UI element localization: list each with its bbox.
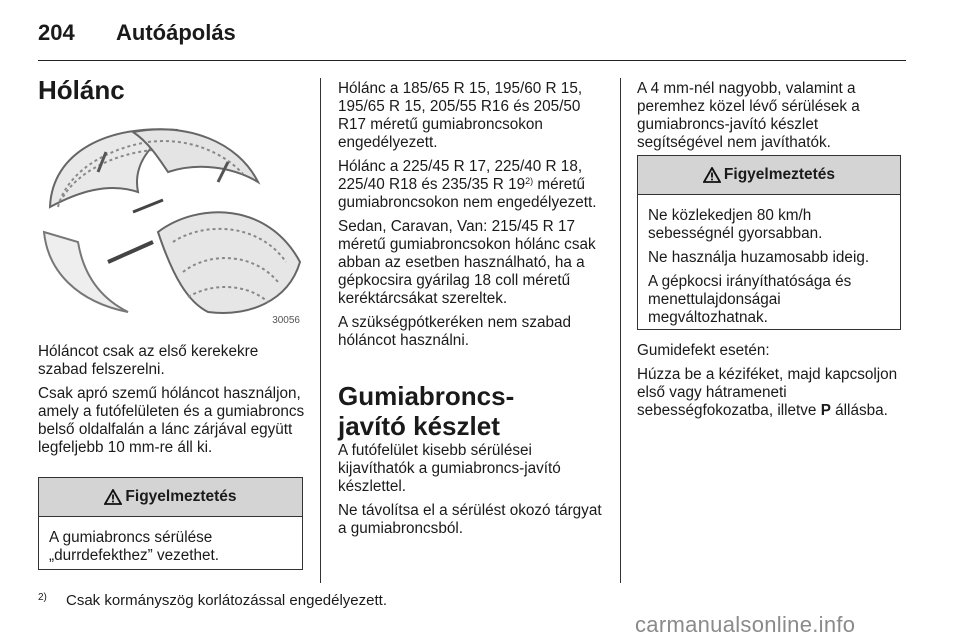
warning-triangle-icon bbox=[703, 167, 721, 183]
handling-warning: A gépkocsi irányíthatósága és menettulajdonságai megváltozhatnak. bbox=[648, 273, 852, 326]
repair-kit-paragraph-2: Ne távolítsa el a sérülést okozó tárgyat a gumiabroncsból. bbox=[338, 502, 602, 537]
snow-chain-paragraph-2: Csak apró szemű hóláncot használjon, amely a futófelületen és a gumiabroncs belső oldalfalán a lánc zárjával együtt legfeljebb 10 mm-re áll ki. bbox=[38, 385, 305, 456]
warning-box-1-text: A gumiabroncs sérülése „durrdefekthez” vezethet. bbox=[49, 529, 220, 564]
column-divider-2 bbox=[620, 78, 621, 583]
snow-chain-heading: Hólánc bbox=[38, 75, 125, 105]
warning-box-2-title: Figyelmeztetés bbox=[723, 166, 836, 183]
snow-chain-paragraph-1: Hóláncot csak az első kerekekre szabad felszerelni. bbox=[38, 343, 259, 378]
damage-limit-paragraph: A 4 mm-nél nagyobb, valamint a peremhez közel lévő sérülések a gumiabroncs-javító készlet segítségével nem javíthatók. bbox=[637, 80, 860, 151]
duration-warning: Ne használja huzamosabb ideig. bbox=[648, 249, 870, 266]
snow-chain-illustration bbox=[38, 112, 304, 328]
snow-chain-figure bbox=[38, 112, 304, 328]
handbrake-paragraph bbox=[637, 366, 907, 420]
footnote-reference: 2) bbox=[525, 176, 534, 186]
page-number: 204 bbox=[38, 20, 75, 45]
park-position-label: P bbox=[820, 402, 831, 419]
not-allowed-text-end: méretű gumiabroncsokon nem engedélyezett. bbox=[338, 176, 597, 211]
handbrake-text-end: állásba. bbox=[830, 402, 888, 419]
spare-wheel-paragraph: A szükségpótkeréken nem szabad hóláncot használni. bbox=[338, 314, 571, 349]
flat-tire-paragraph: Gumidefekt esetén: bbox=[637, 342, 770, 359]
warning-box-1-header bbox=[39, 478, 302, 517]
watermark: carmanualsonline.info bbox=[635, 612, 856, 637]
speed-limit-warning: Ne közlekedjen 80 km/h sebességnél gyorsabban. bbox=[648, 207, 823, 242]
repair-kit-heading: Gumiabroncs-javító készlet bbox=[338, 381, 515, 441]
warning-box-1 bbox=[38, 477, 303, 570]
footnote-mark: 2) bbox=[38, 592, 47, 603]
warning-box-2 bbox=[637, 155, 901, 330]
section-title: Autóápolás bbox=[116, 20, 236, 45]
warning-box-2-header bbox=[638, 156, 900, 195]
handbrake-text: Húzza be a kéziféket, majd kapcsoljon első vagy hátrameneti sebességfokozatba, illetve bbox=[637, 366, 898, 419]
tire-sizes-not-allowed-paragraph bbox=[338, 158, 608, 212]
tire-sizes-allowed-paragraph: Hólánc a 185/65 R 15, 195/60 R 15, 195/65 R 15, 205/55 R16 és 205/50 R17 méretű gumiabroncsokon engedélyezett. bbox=[338, 80, 583, 151]
column-divider-1 bbox=[320, 78, 321, 583]
not-allowed-text: Hólánc a 225/45 R 17, 225/40 R 18, 225/40 R18 és 235/35 R 19 bbox=[338, 158, 583, 193]
repair-kit-paragraph-1: A futófelület kisebb sérülései kijavíthatók a gumiabroncs-javító készlettel. bbox=[338, 442, 561, 495]
footnote-text: Csak kormányszög korlátozással engedélyezett. bbox=[66, 592, 387, 609]
figure-number: 30056 bbox=[272, 315, 300, 326]
sedan-caravan-paragraph: Sedan, Caravan, Van: 215/45 R 17 méretű gumiabroncsokon hólánc csak abban az esetben használható, ha a gépkocsira gyárilag 18 coll méretű keréktárcsákat szereltek. bbox=[338, 218, 596, 307]
warning-triangle-icon bbox=[104, 489, 122, 505]
header-rule bbox=[38, 60, 906, 61]
warning-box-1-title: Figyelmeztetés bbox=[125, 488, 237, 505]
